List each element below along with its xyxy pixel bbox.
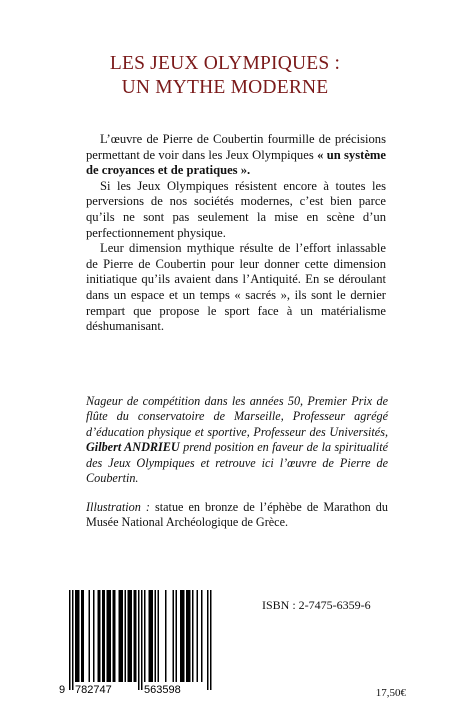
- barcode-bar: [114, 590, 116, 682]
- barcode-bar: [138, 590, 140, 690]
- title-line-2: UN MYTHE MODERNE: [121, 77, 329, 98]
- barcode-bar: [134, 590, 136, 682]
- barcode-bar: [128, 590, 130, 682]
- barcode-bar: [207, 590, 209, 690]
- barcode-bar: [180, 590, 182, 682]
- barcode-bar: [186, 590, 188, 682]
- barcode-bar: [110, 590, 112, 682]
- blurb-paragraph-3: Leur dimension mythique résulte de l’effort inlassable de Pierre de Coubertin pour leur donner cette dimension initiatique qu’ils avaient dans l’Antiquité. En se déroulant dans un espace et un temps « sacrés », ils sont le dernier rempart que propose le sport face à un matérialisme déshumanisant.: [86, 241, 386, 334]
- barcode-bar: [188, 590, 190, 682]
- title-line-1: LES JEUX OLYMPIQUES :: [109, 53, 341, 74]
- barcode: [55, 586, 225, 701]
- barcode-bar: [81, 590, 83, 682]
- barcode-bar: [183, 590, 185, 682]
- barcode-bar: [108, 590, 110, 682]
- blurb-emphasis: « un système de croyances et de pratiques ».: [86, 147, 386, 178]
- price: 17,50€: [375, 687, 406, 699]
- barcode-bar: [72, 590, 74, 690]
- barcode-bar: [129, 590, 131, 682]
- barcode-bar: [119, 590, 121, 682]
- barcode-bar: [102, 590, 104, 682]
- barcode-bar: [125, 590, 127, 682]
- barcode-bar: [75, 590, 77, 682]
- barcode-bar: [131, 590, 133, 682]
- barcode-bar: [210, 590, 212, 690]
- blurb-paragraph-1: [86, 132, 386, 179]
- book-title: [0, 52, 450, 100]
- barcode-bar: [113, 590, 115, 682]
- barcode-bar: [141, 590, 143, 690]
- barcode-digits: 9: [59, 684, 66, 696]
- isbn: ISBN : 2-7475-6359-6: [262, 598, 371, 612]
- barcode-bar: [98, 590, 100, 682]
- barcode-bar: [182, 590, 184, 682]
- barcode-bar: [201, 590, 203, 682]
- barcode-bar: [89, 590, 91, 682]
- barcode-bar: [144, 590, 146, 682]
- illustration-label: Illustration :: [86, 500, 150, 514]
- barcode-bar: [78, 590, 80, 682]
- barcode-bar: [192, 590, 194, 682]
- illustration-credit: [86, 500, 388, 531]
- barcode-bar: [135, 590, 137, 682]
- barcode-bar: [107, 590, 109, 682]
- bio-text-after: prend position en faveur de la spiritualité des Jeux Olympiques et retrouve ici l’œuvre de Pierre de Coubertin.: [86, 440, 388, 486]
- barcode-graphic: [55, 586, 225, 701]
- barcode-bar: [165, 590, 167, 682]
- bio-text-before: Nageur de compétition dans les années 50, Premier Prix de flûte du conservatoire de Marseille, Professeur agrégé d’éducation physique et sportive, Professeur des Universités,: [86, 394, 388, 439]
- blurb-paragraph-1-text: L’œuvre de Pierre de Coubertin fourmille de précisions permettant de voir dans les Jeux Olympiques: [86, 132, 386, 162]
- barcode-bar: [158, 590, 160, 682]
- author-name: Gilbert ANDRIEU: [86, 440, 180, 455]
- barcode-bar: [122, 590, 124, 682]
- barcode-bar: [120, 590, 122, 682]
- blurb: [86, 132, 386, 335]
- barcode-bar: [173, 590, 175, 682]
- illustration-text: statue en bronze de l’éphèbe de Marathon du Musée National Archéologique de Grèce.: [86, 500, 388, 530]
- barcode-bar: [99, 590, 101, 682]
- barcode-bar: [83, 590, 85, 682]
- blurb-paragraph-2: Si les Jeux Olympiques résistent encore à toutes les perversions de nos sociétés modernes, c’est bien parce qu’ils ne sont pas seulement la mise en scène d’un perfectionnement physique.: [86, 178, 386, 240]
- barcode-digits: 563598: [144, 684, 181, 696]
- barcode-bar: [93, 590, 95, 682]
- barcode-bar: [69, 590, 71, 690]
- author-bio: [86, 394, 388, 486]
- barcode-bar: [155, 590, 157, 682]
- barcode-bar: [176, 590, 178, 682]
- barcode-bar: [152, 590, 154, 682]
- barcode-bar: [104, 590, 106, 682]
- barcode-bar: [189, 590, 191, 682]
- barcode-digits: 782747: [75, 684, 112, 696]
- barcode-bar: [150, 590, 152, 682]
- barcode-bar: [197, 590, 199, 682]
- barcode-bar: [77, 590, 79, 682]
- barcode-bar: [149, 590, 151, 682]
